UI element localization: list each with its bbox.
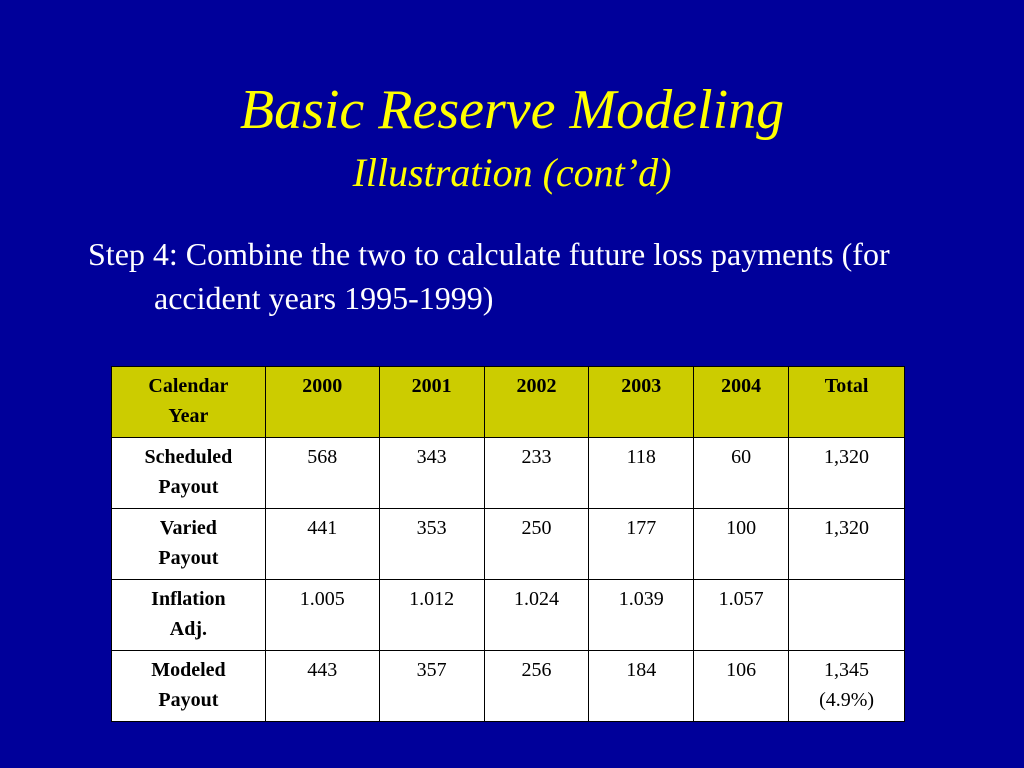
table-row-scheduled-payout — [112, 438, 905, 509]
table-cell: 1.024 — [484, 580, 589, 651]
table-cell: 1.057 — [694, 580, 789, 651]
table-cell: 1.012 — [379, 580, 484, 651]
payout-table — [111, 366, 905, 722]
row-label: Varied Payout — [112, 509, 266, 580]
header-year-2001: 2001 — [379, 367, 484, 438]
table-cell: 357 — [379, 651, 484, 722]
table-cell: 441 — [265, 509, 379, 580]
row-label: Inflation Adj. — [112, 580, 266, 651]
table-row-varied-payout — [112, 509, 905, 580]
table-cell: 1.005 — [265, 580, 379, 651]
table-cell: 184 — [589, 651, 694, 722]
header-year-2000: 2000 — [265, 367, 379, 438]
table-cell: 343 — [379, 438, 484, 509]
table-cell: 106 — [694, 651, 789, 722]
table-cell: 100 — [694, 509, 789, 580]
table-cell: 250 — [484, 509, 589, 580]
slide-title: Basic Reserve Modeling — [239, 79, 785, 141]
table-row-inflation-adj — [112, 580, 905, 651]
header-year-2004: 2004 — [694, 367, 789, 438]
table-cell: 233 — [484, 438, 589, 509]
table-cell: 60 — [694, 438, 789, 509]
table-cell: 256 — [484, 651, 589, 722]
table-cell-total: 1,345 (4.9%) — [789, 651, 905, 722]
table-cell: 353 — [379, 509, 484, 580]
table-cell: 118 — [589, 438, 694, 509]
table-cell: 568 — [265, 438, 379, 509]
step-text: Step 4: Combine the two to calculate future loss payments (for accident years 1995-1999) — [88, 236, 890, 316]
table-cell-total: 1,320 — [789, 509, 905, 580]
table-cell: 1.039 — [589, 580, 694, 651]
table-cell: 443 — [265, 651, 379, 722]
table-cell-total — [789, 580, 905, 651]
table-cell: 177 — [589, 509, 694, 580]
header-year-2002: 2002 — [484, 367, 589, 438]
table-row-modeled-payout — [112, 651, 905, 722]
row-label: Modeled Payout — [112, 651, 266, 722]
slide-subtitle: Illustration (cont’d) — [352, 150, 672, 195]
row-label: Scheduled Payout — [112, 438, 266, 509]
table-cell-total: 1,320 — [789, 438, 905, 509]
header-calendar-year: Calendar Year — [112, 367, 266, 438]
header-total: Total — [789, 367, 905, 438]
table-header-row — [112, 367, 905, 438]
header-year-2003: 2003 — [589, 367, 694, 438]
